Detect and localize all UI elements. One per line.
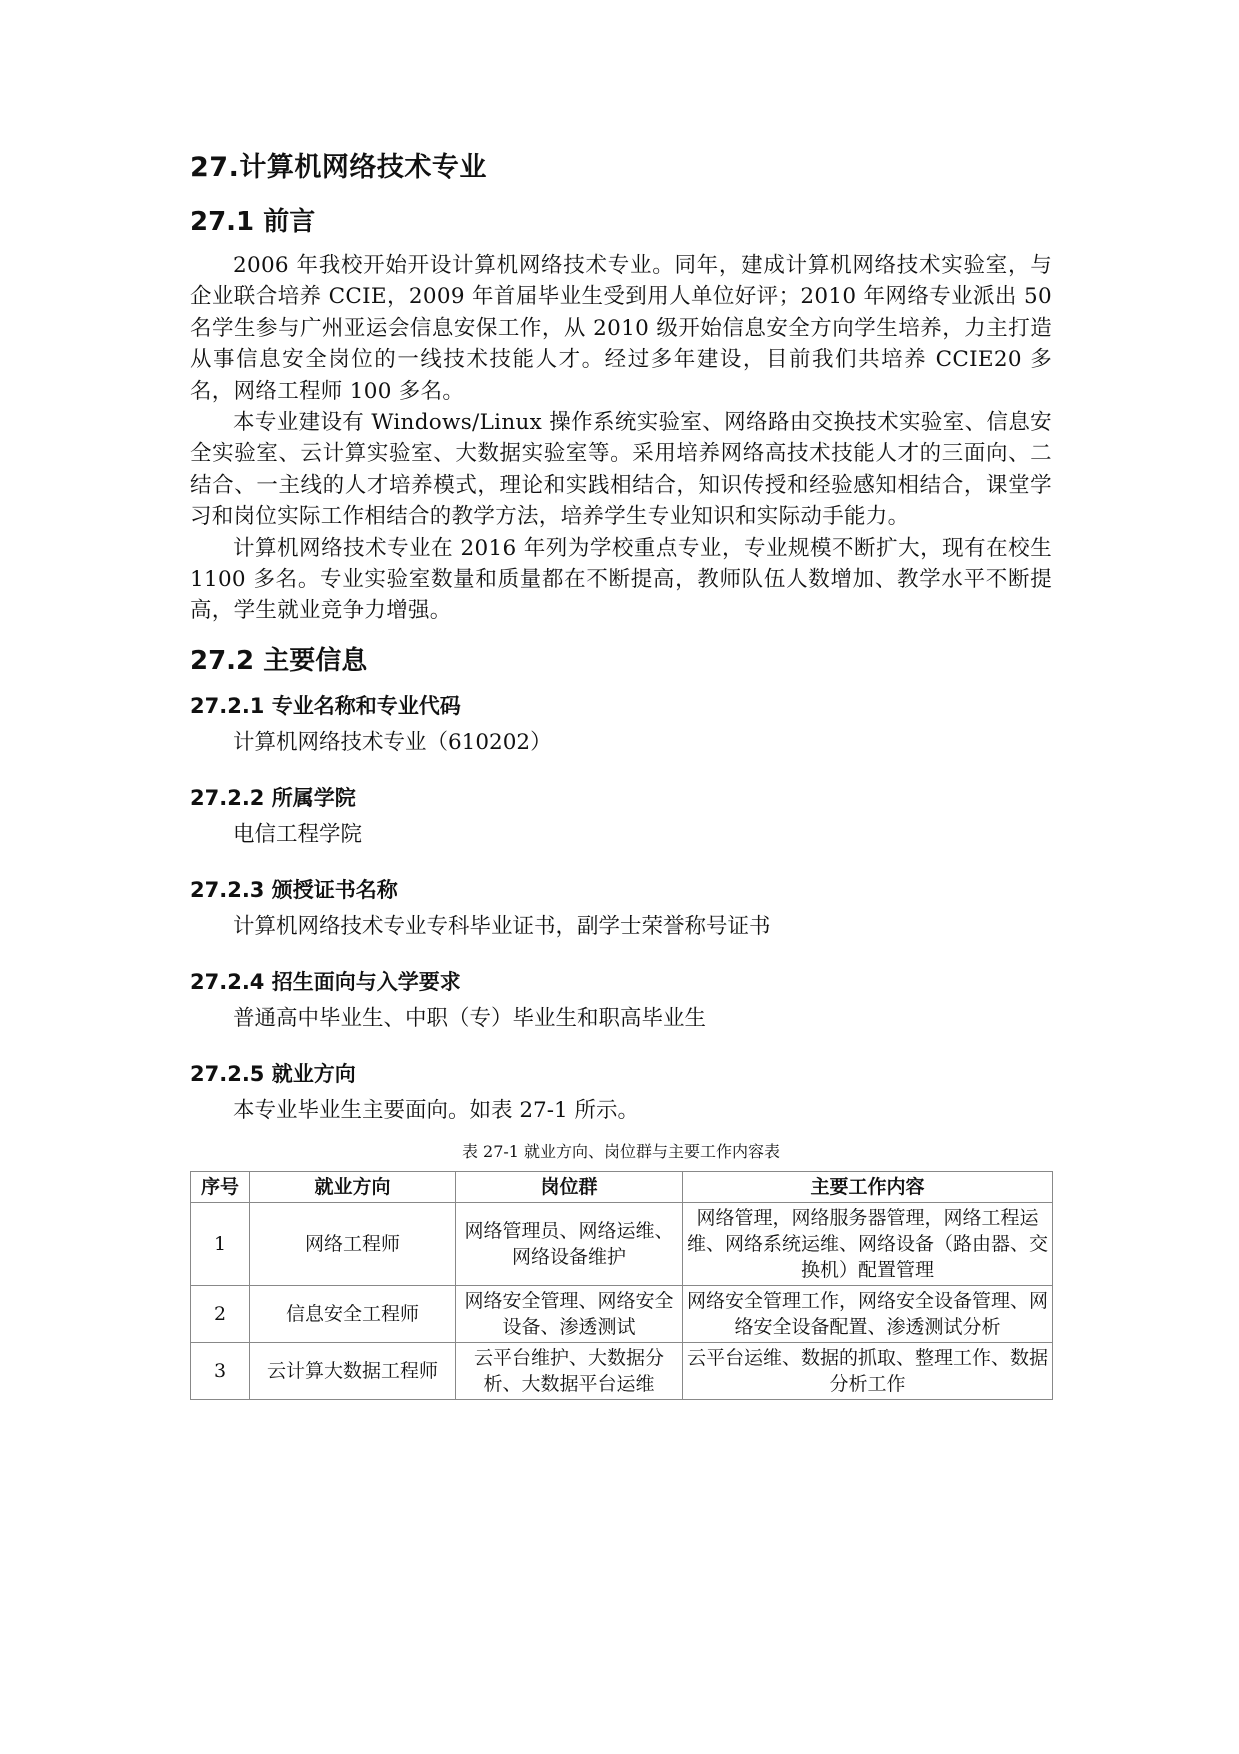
table-cell: 网络管理，网络服务器管理，网络工程运维、网络系统运维、网络设备（路由器、交换机）配置管理 xyxy=(683,1202,1053,1285)
header-index: 序号 xyxy=(191,1171,250,1202)
table-cell: 网络工程师 xyxy=(250,1202,456,1285)
table-row xyxy=(191,1285,1053,1342)
table-cell: 云计算大数据工程师 xyxy=(250,1342,456,1399)
header-job-group: 岗位群 xyxy=(456,1171,683,1202)
section-heading-main-info: 27.2 主要信息 xyxy=(190,645,368,676)
table-cell: 云平台维护、大数据分析、大数据平台运维 xyxy=(456,1342,683,1399)
section-heading-preface: 27.1 前言 xyxy=(190,207,316,237)
table-cell: 信息安全工程师 xyxy=(250,1285,456,1342)
table-caption: 表 27-1 就业方向、岗位群与主要工作内容表 xyxy=(461,1141,781,1161)
subsection-heading-college: 27.2.2 所属学院 xyxy=(190,785,356,810)
employment-text: 本专业毕业生主要面向。如表 27-1 所示。 xyxy=(233,1097,639,1123)
table-row xyxy=(191,1202,1053,1285)
header-direction: 就业方向 xyxy=(250,1171,456,1202)
table-cell: 网络管理员、网络运维、网络设备维护 xyxy=(456,1202,683,1285)
table-row xyxy=(191,1342,1053,1399)
subsection-heading-employment: 27.2.5 就业方向 xyxy=(190,1061,356,1086)
page-content xyxy=(190,148,1052,1400)
table-cell: 3 xyxy=(191,1342,250,1399)
employment-table xyxy=(190,1171,1053,1400)
header-work-content: 主要工作内容 xyxy=(683,1171,1053,1202)
subsection-heading-certificate: 27.2.3 颁授证书名称 xyxy=(190,877,398,902)
preface-paragraph: 计算机网络技术专业在 2016 年列为学校重点专业，专业规模不断扩大，现有在校生 1100 多名。专业实验室数量和质量都在不断提高，教师队伍人数增加、教学水平不断提高，学生就业竞争力增强。 xyxy=(190,535,1052,624)
preface-paragraph: 2006 年我校开始开设计算机网络技术专业。同年，建成计算机网络技术实验室，与企业联合培养 CCIE，2009 年首届毕业生受到用人单位好评；2010 年网络专业派出 50 名学生参与广州亚运会信息安保工作，从 2010 级开始信息安全方向学生培养，力主打造从事信息安全岗位的一线技术技能人才。经过多年建设，目前我们共培养 CCIE20 多名，网络工程师 100 多名。 xyxy=(190,253,1052,404)
subsection-heading-enrollment: 27.2.4 招生面向与入学要求 xyxy=(190,969,461,994)
college-text: 电信工程学院 xyxy=(233,821,363,847)
table-cell: 云平台运维、数据的抓取、整理工作、数据分析工作 xyxy=(683,1342,1053,1399)
table-cell: 网络安全管理工作，网络安全设备管理、网络安全设备配置、渗透测试分析 xyxy=(683,1285,1053,1342)
chapter-title: 27.计算机网络技术专业 xyxy=(190,152,487,183)
certificate-text: 计算机网络技术专业专科毕业证书，副学士荣誉称号证书 xyxy=(233,913,771,939)
enrollment-text: 普通高中毕业生、中职（专）毕业生和职高毕业生 xyxy=(233,1005,707,1031)
major-name-code-text: 计算机网络技术专业（610202） xyxy=(233,729,552,755)
table-header-row xyxy=(191,1171,1053,1202)
subsection-heading-major-code: 27.2.1 专业名称和专业代码 xyxy=(190,693,461,718)
table-cell: 1 xyxy=(191,1202,250,1285)
preface-paragraph: 本专业建设有 Windows/Linux 操作系统实验室、网络路由交换技术实验室、信息安全实验室、云计算实验室、大数据实验室等。采用培养网络高技术技能人才的三面向、二结合、一主线的人才培养模式，理论和实践相结合，知识传授和经验感知相结合，课堂学习和岗位实际工作相结合的教学方法，培养学生专业知识和实际动手能力。 xyxy=(190,410,1052,530)
table-cell: 网络安全管理、网络安全设备、渗透测试 xyxy=(456,1285,683,1342)
table-cell: 2 xyxy=(191,1285,250,1342)
